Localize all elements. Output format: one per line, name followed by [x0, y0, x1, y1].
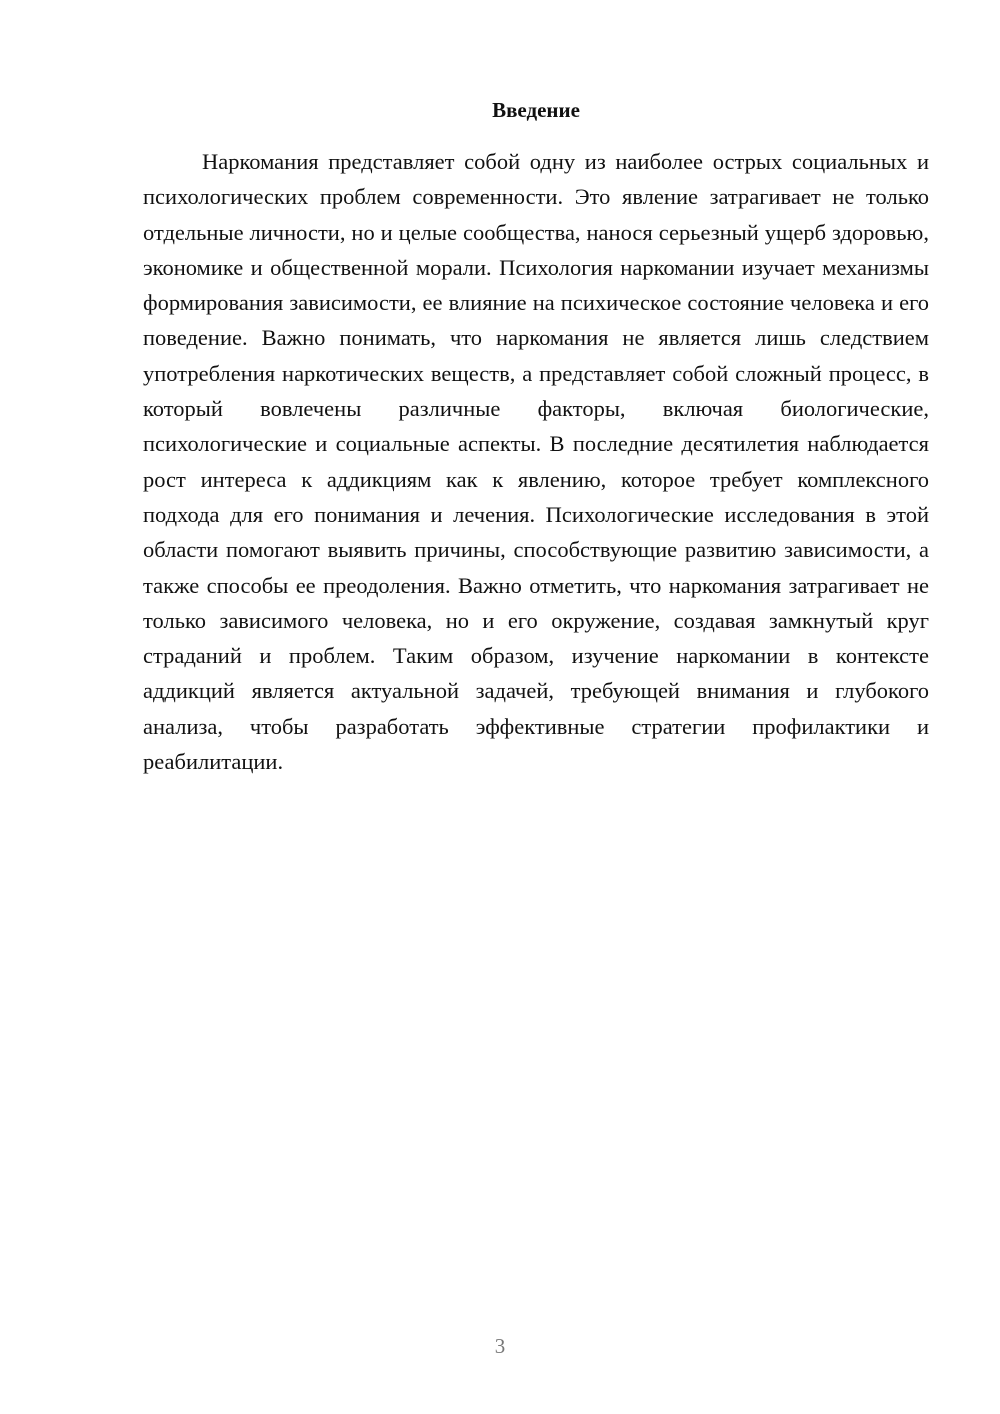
- intro-paragraph: Наркомания представляет собой одну из наиболее острых социальных и психологических проблем современности. Это явление затрагивает не только отдельные личности, но и целые сообщества, нанося серьезный ущерб здоровью, экономике и общественной морали. Психология наркомании изучает механизмы формирования зависимости, ее влияние на психическое состояние человека и его поведение. Важно понимать, что наркомания не является лишь следствием употребления наркотических веществ, а представляет собой сложный процесс, в который вовлечены различные факторы, включая биологические, психологические и социальные аспекты. В последние десятилетия наблюдается рост интереса к аддикциям как к явлению, которое требует комплексного подхода для его понимания и лечения. Психологические исследования в этой области помогают выявить причины, способствующие развитию зависимости, а также способы ее преодоления. Важно отметить, что наркомания затрагивает не только зависимого человека, но и его окружение, создавая замкнутый круг страданий и проблем. Таким образом, изучение наркомании в контексте аддикций является актуальной задачей, требующей внимания и глубокого анализа, чтобы разработать эффективные стратегии профилактики и реабилитации.: [143, 149, 929, 775]
- section-heading: Введение: [492, 98, 580, 122]
- page-number: 3: [494, 1334, 506, 1358]
